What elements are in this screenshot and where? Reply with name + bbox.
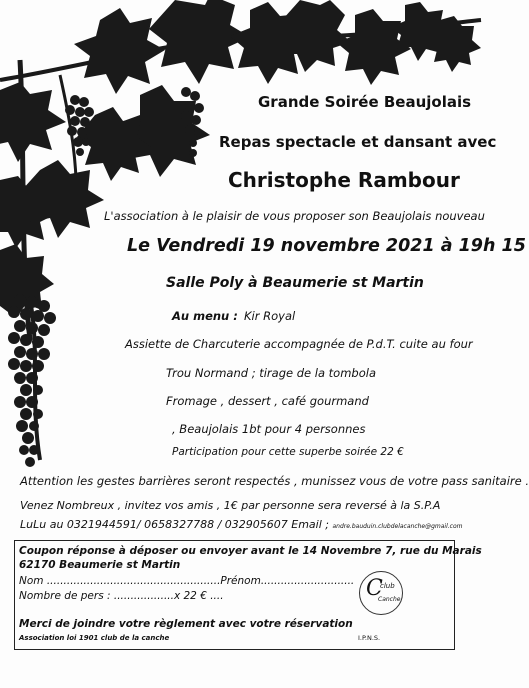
coupon-instructions: Coupon réponse à déposer ou envoyer avant le 14 Novembre 7, rue du Marais	[19, 545, 482, 557]
event-title: Grande Soirée Beaujolais	[258, 93, 472, 111]
contact-email: andre.bauduin.clubdelacanche@gmail.com	[332, 523, 463, 530]
menu-label: Au menu :	[172, 309, 238, 323]
contact-phones: LuLu au 0321944591/ 0658327788 / 032905607 Email ;	[20, 518, 329, 531]
menu-item-fromage: Fromage , dessert , café gourmand	[166, 394, 369, 408]
intro-text: L'association à le plaisir de vous proposer son Beaujolais nouveau	[104, 209, 485, 223]
ipns-mark: I.P.N.S.	[358, 634, 381, 642]
participation-price: Participation pour cette superbe soirée 22 €	[172, 446, 404, 458]
club-logo: C club Canche	[359, 571, 403, 615]
logo-text-canche: Canche	[378, 596, 401, 603]
coupon-association: Association loi 1901 club de la canche	[19, 634, 170, 642]
invite-text: Venez Nombreux , invitez vos amis , 1€ par personne sera reversé à la S.P.A	[20, 499, 441, 512]
contact-line	[20, 518, 463, 531]
coupon-address: 62170 Beaumerie st Martin	[19, 559, 181, 571]
menu-item-charcuterie: Assiette de Charcuterie accompagnée de P.d.T. cuite au four	[125, 337, 473, 351]
event-date: Le Vendredi 19 novembre 2021 à 19h 15	[127, 236, 526, 256]
menu-item-kir: Kir Royal	[244, 309, 296, 323]
event-venue: Salle Poly à Beaumerie st Martin	[166, 275, 424, 291]
artist-name: Christophe Rambour	[228, 168, 460, 192]
sanitary-notice: Attention les gestes barrières seront respectés , munissez vous de votre pass sanitaire .	[20, 474, 529, 488]
reply-coupon	[14, 540, 482, 650]
coupon-payment-note: Merci de joindre votre règlement avec votre réservation	[19, 618, 353, 630]
menu-item-trou-normand: Trou Normand ; tirage de la tombola	[166, 366, 376, 380]
event-subtitle: Repas spectacle et dansant avec	[219, 133, 497, 151]
coupon-persons-field[interactable]: Nombre de pers : ..................x 22 € ....	[19, 590, 224, 602]
menu-item-beaujolais: , Beaujolais 1bt pour 4 personnes	[172, 422, 366, 436]
coupon-name-field[interactable]: Nom ....................................................Prénom............................	[19, 575, 355, 587]
logo-text-club: club	[380, 582, 395, 590]
